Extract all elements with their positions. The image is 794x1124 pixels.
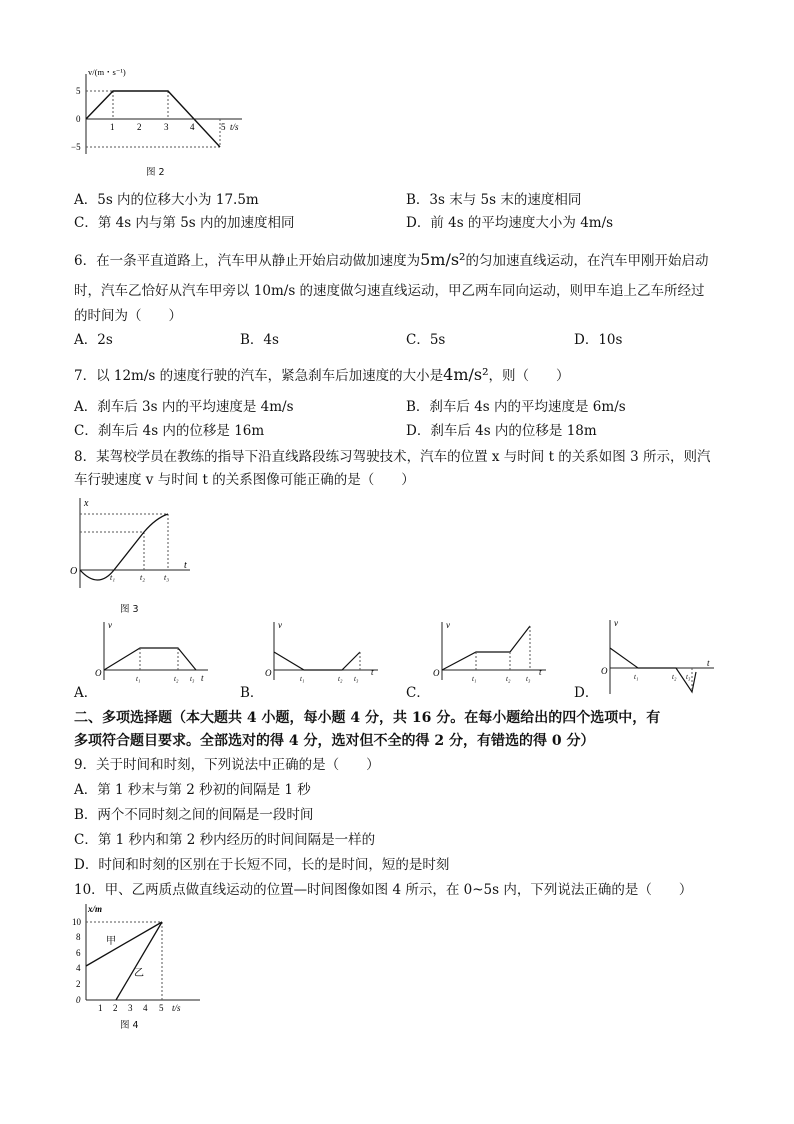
svg-text:O: O (95, 668, 102, 678)
fig3-xlabel: t (184, 560, 187, 571)
q7-text: 7．以 12m/s 的速度行驶的汽车，紧急刹车后加速度的大小是 (74, 368, 444, 384)
fig2-xtick: 4 (190, 122, 195, 132)
svg-text:O: O (601, 666, 608, 676)
q7-option-c[interactable]: C．刹车后 4s 内的位移是 16m (74, 423, 265, 439)
svg-text:t₁: t₁ (300, 675, 305, 683)
fig2-ytick: −5 (71, 142, 81, 152)
fig4-caption: 图 4 (120, 1020, 139, 1031)
svg-text:O: O (265, 668, 272, 678)
q8-choice-b-label[interactable]: B． (240, 685, 264, 701)
svg-text:5: 5 (159, 1003, 164, 1013)
section-2-heading-line-2: 多项符合题目要求。全部选对的得 4 分，选对但不全的得 2 分，有错选的得 0 分） (74, 733, 595, 749)
fig2-xlabel: t/s (230, 122, 239, 132)
q6-option-b[interactable]: B．4s (240, 332, 279, 348)
figure-3-xt-graph (66, 494, 196, 594)
q6-stem-line-2: 时，汽车乙恰好从汽车甲旁以 10m/s 的速度做匀速直线运动，甲乙两车同向运动，则甲车追上乙车所经过 (74, 283, 705, 299)
svg-text:O: O (433, 668, 440, 678)
q7-option-b[interactable]: B．刹车后 4s 内的平均速度是 6m/s (406, 399, 626, 415)
q8-choice-d-graph[interactable] (598, 616, 718, 696)
q7-stem (74, 365, 570, 386)
svg-text:0: 0 (76, 995, 81, 1005)
svg-text:1: 1 (98, 1003, 103, 1013)
q6-stem-line-3: 的时间为（ ） (74, 308, 182, 324)
q8-d-velocity-line (610, 648, 696, 692)
q8-choice-c-label[interactable]: C． (406, 685, 430, 701)
svg-text:3: 3 (128, 1003, 133, 1013)
q6-text: 的匀加速直线运动，在汽车甲刚开始启动 (465, 253, 709, 269)
q8-choice-a-graph[interactable] (92, 618, 212, 690)
svg-text:t₃: t₃ (354, 675, 359, 683)
svg-text:t₂: t₂ (672, 673, 677, 681)
svg-text:t: t (707, 658, 710, 668)
svg-text:8: 8 (76, 932, 81, 942)
svg-text:6: 6 (76, 948, 81, 958)
section-2-heading-line-1: 二、多项选择题（本大题共 4 小题，每小题 4 分，共 16 分。在每小题给出的四个选项中，有 (74, 710, 661, 726)
fig2-xtick: 2 (137, 122, 142, 132)
fig2-ylabel: v/(m・s⁻¹) (88, 67, 126, 77)
svg-text:t₁: t₁ (472, 675, 477, 683)
q5-option-d[interactable]: D．前 4s 的平均速度大小为 4m/s (406, 215, 614, 231)
fig4-series-jia-label: 甲 (106, 936, 116, 947)
fig2-xtick: 1 (110, 122, 115, 132)
fig4-series-yi-label: 乙 (134, 968, 144, 979)
fig3-caption: 图 3 (120, 604, 139, 615)
fig3-t3: t₃ (164, 573, 170, 582)
svg-text:t: t (539, 667, 542, 677)
svg-text:2: 2 (113, 1003, 118, 1013)
svg-text:t₃: t₃ (526, 675, 531, 683)
q9-option-c[interactable]: C．第 1 秒内和第 2 秒内经历的时间间隔是一样的 (74, 832, 376, 848)
fig3-t2: t₂ (140, 573, 146, 582)
fig3-t1: t₁ (110, 573, 116, 582)
fig4-series-jia (86, 922, 162, 966)
svg-text:4: 4 (76, 963, 81, 973)
fig2-caption: 图 2 (146, 167, 165, 178)
fig4-series-yi (116, 922, 162, 1000)
q7-option-d[interactable]: D．刹车后 4s 内的位移是 18m (406, 423, 597, 439)
q8-choice-a-label[interactable]: A． (74, 685, 98, 701)
svg-text:t₃: t₃ (190, 675, 195, 683)
svg-text:10: 10 (72, 917, 81, 927)
fig4-ylabel: x/m (88, 904, 103, 914)
figure-4-xt-graph (70, 900, 205, 1013)
fig2-xtick: 5 (221, 122, 226, 132)
svg-text:t₁: t₁ (634, 673, 639, 681)
q6-option-c[interactable]: C．5s (406, 332, 446, 348)
fig3-origin: O (70, 566, 78, 577)
q9-option-b[interactable]: B．两个不同时刻之间的间隔是一段时间 (74, 807, 314, 823)
fig2-xtick: 3 (164, 122, 169, 132)
svg-text:t₂: t₂ (338, 675, 343, 683)
svg-text:v: v (278, 620, 282, 630)
fig2-ytick: 5 (76, 86, 81, 96)
q5-option-c[interactable]: C．第 4s 内与第 5s 内的加速度相同 (74, 215, 295, 231)
svg-text:t₁: t₁ (136, 675, 141, 683)
q6-stem-line-1 (74, 250, 708, 271)
q9-option-a[interactable]: A．第 1 秒末与第 2 秒初的间隔是 1 秒 (74, 782, 311, 798)
fig3-ylabel: x (84, 498, 89, 509)
svg-text:t₂: t₂ (174, 675, 179, 683)
q8-stem-line-1: 8．某驾校学员在教练的指导下沿直线路段练习驾驶技术，汽车的位置 x 与时间 t 的关系如图 3 所示，则汽 (74, 449, 711, 465)
fig4-xlabel: t/s (172, 1003, 181, 1013)
svg-text:t: t (201, 673, 204, 683)
q5-option-b[interactable]: B．3s 末与 5s 末的速度相同 (406, 192, 582, 208)
svg-text:v: v (108, 620, 112, 630)
q6-option-d[interactable]: D．10s (574, 332, 623, 348)
q9-stem: 9．关于时间和时刻，下列说法中正确的是（ ） (74, 757, 380, 773)
q8-a-velocity-line (104, 648, 196, 670)
q8-choice-d-label[interactable]: D． (574, 685, 599, 701)
svg-text:2: 2 (76, 979, 81, 989)
q9-option-d[interactable]: D．时间和时刻的区别在于长短不同，长的是时间，短的是时刻 (74, 857, 450, 873)
svg-text:t₂: t₂ (506, 675, 511, 683)
svg-text:v: v (614, 618, 618, 628)
fig2-ytick: 0 (76, 114, 81, 124)
svg-text:t: t (371, 667, 374, 677)
q7-unit: 4m/s² (443, 365, 489, 384)
q8-stem-line-2: 车行驶速度 v 与时间 t 的关系图像可能正确的是（ ） (74, 472, 415, 488)
q10-stem: 10．甲、乙两质点做直线运动的位置—时间图像如图 4 所示，在 0~5s 内，下列说法正确的是（ ） (74, 882, 693, 898)
q5-option-a[interactable]: A．5s 内的位移大小为 17.5m (74, 192, 259, 208)
q7-option-a[interactable]: A．刹车后 3s 内的平均速度是 4m/s (74, 399, 294, 415)
q6-option-a[interactable]: A．2s (74, 332, 113, 348)
q8-c-velocity-line (442, 626, 530, 670)
q6-text: 6．在一条平直道路上，汽车甲从静止开始启动做加速度为 (74, 253, 421, 269)
svg-text:t₃: t₃ (686, 673, 691, 681)
svg-text:4: 4 (143, 1003, 148, 1013)
q8-choice-c-graph[interactable] (430, 618, 550, 690)
q8-b-velocity-line (274, 652, 360, 670)
figure-2-vt-graph (72, 62, 262, 177)
q7-text: ，则（ ） (488, 368, 570, 384)
q6-unit: 5m/s² (420, 250, 466, 269)
q8-choice-b-graph[interactable] (262, 618, 382, 690)
svg-text:v: v (446, 620, 450, 630)
